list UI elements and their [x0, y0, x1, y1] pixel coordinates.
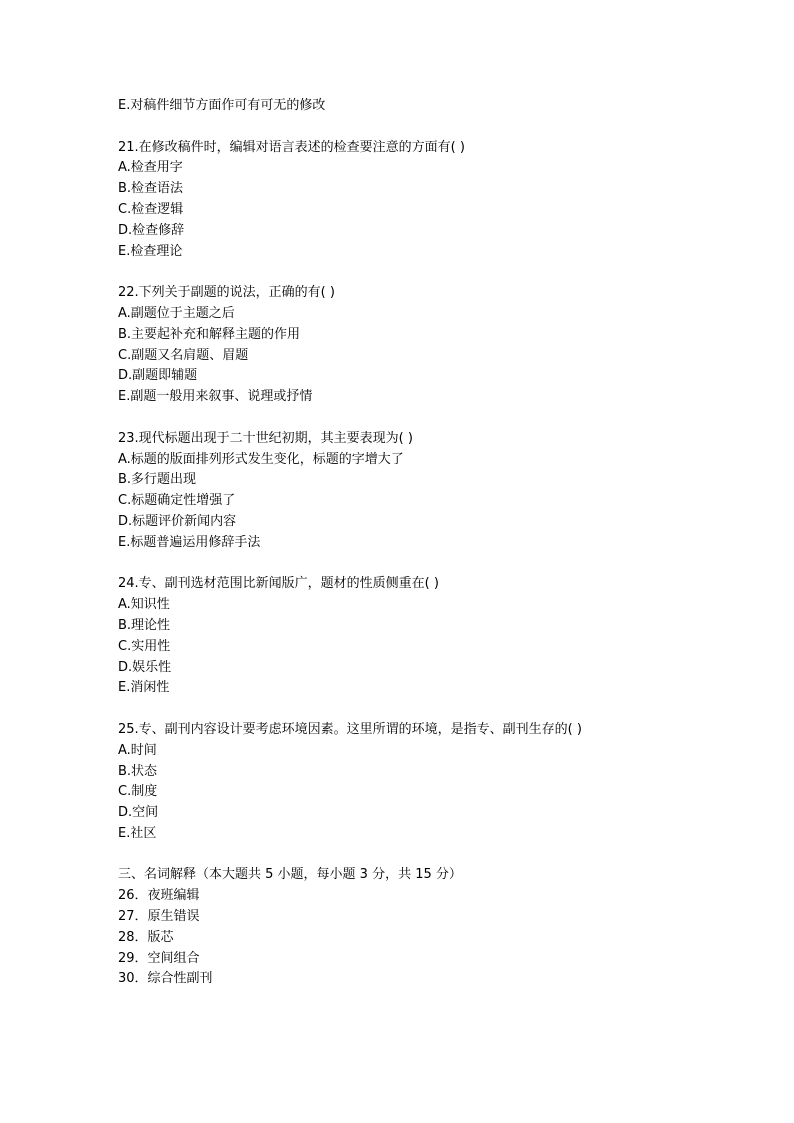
- option-b: B.主要起补充和解释主题的作用: [118, 326, 301, 342]
- option-d: D.空间: [118, 805, 159, 821]
- option-b: B.多行题出现: [118, 472, 197, 488]
- term-item: 29．空间组合: [118, 950, 200, 966]
- section-3-term-definitions: [118, 865, 718, 990]
- option-e: E.副题一般用来叙事、说理或抒情: [118, 389, 313, 405]
- spacer: [118, 699, 718, 720]
- question-stem: 21.在修改稿件时，编辑对语言表述的检查要注意的方面有( ): [118, 139, 465, 155]
- question-stem: 25.专、副刊内容设计要考虑环境因素。这里所谓的环境，是指专、副刊生存的( ): [118, 721, 582, 737]
- option-b: B.状态: [118, 763, 158, 779]
- prev-question-option-e: E.对稿件细节方面作可有可无的修改: [118, 98, 326, 113]
- question-24: [118, 574, 718, 699]
- question-stem: 23.现代标题出现于二十世纪初期，其主要表现为( ): [118, 430, 413, 446]
- section-heading: 三、名词解释（本大题共 5 小题，每小题 3 分，共 15 分）: [118, 867, 462, 883]
- option-e: E.消闲性: [118, 680, 170, 696]
- term-item: 26．夜班编辑: [118, 888, 200, 904]
- spacer: [118, 554, 718, 575]
- question-stem: 24.专、副刊选材范围比新闻版广，题材的性质侧重在( ): [118, 576, 439, 592]
- spacer: [118, 845, 718, 866]
- option-d: D.标题评价新闻内容: [118, 513, 237, 529]
- option-c: C.副题又名肩题、眉题: [118, 347, 249, 363]
- option-a: A.时间: [118, 742, 157, 758]
- exam-page: [118, 96, 718, 990]
- option-a: A.标题的版面排列形式发生变化，标题的字增大了: [118, 451, 404, 467]
- question-25: [118, 720, 718, 845]
- option-c: C.标题确定性增强了: [118, 493, 236, 509]
- option-b: B.检查语法: [118, 181, 184, 197]
- option-a: A.知识性: [118, 597, 170, 613]
- option-b: B.理论性: [118, 617, 171, 633]
- option-d: D.副题即辅题: [118, 368, 198, 384]
- option-a: A.副题位于主题之后: [118, 305, 235, 321]
- option-e: E.标题普遍运用修辞手法: [118, 534, 261, 550]
- option-c: C.制度: [118, 784, 158, 800]
- question-23: [118, 429, 718, 554]
- option-e: E.社区: [118, 825, 157, 841]
- question-21: [118, 138, 718, 263]
- question-22: [118, 283, 718, 408]
- option-d: D.娱乐性: [118, 659, 172, 675]
- spacer: [118, 262, 718, 283]
- term-item: 27．原生错误: [118, 909, 200, 925]
- option-a: A.检查用字: [118, 160, 183, 176]
- option-c: C.实用性: [118, 638, 171, 654]
- option-c: C.检查逻辑: [118, 201, 184, 217]
- option-d: D.检查修辞: [118, 222, 185, 238]
- term-item: 30．综合性副刊: [118, 971, 213, 987]
- spacer: [118, 117, 718, 138]
- spacer: [118, 408, 718, 429]
- question-stem: 22.下列关于副题的说法，正确的有( ): [118, 285, 335, 301]
- term-item: 28．版芯: [118, 929, 174, 945]
- option-e: E.检查理论: [118, 243, 183, 259]
